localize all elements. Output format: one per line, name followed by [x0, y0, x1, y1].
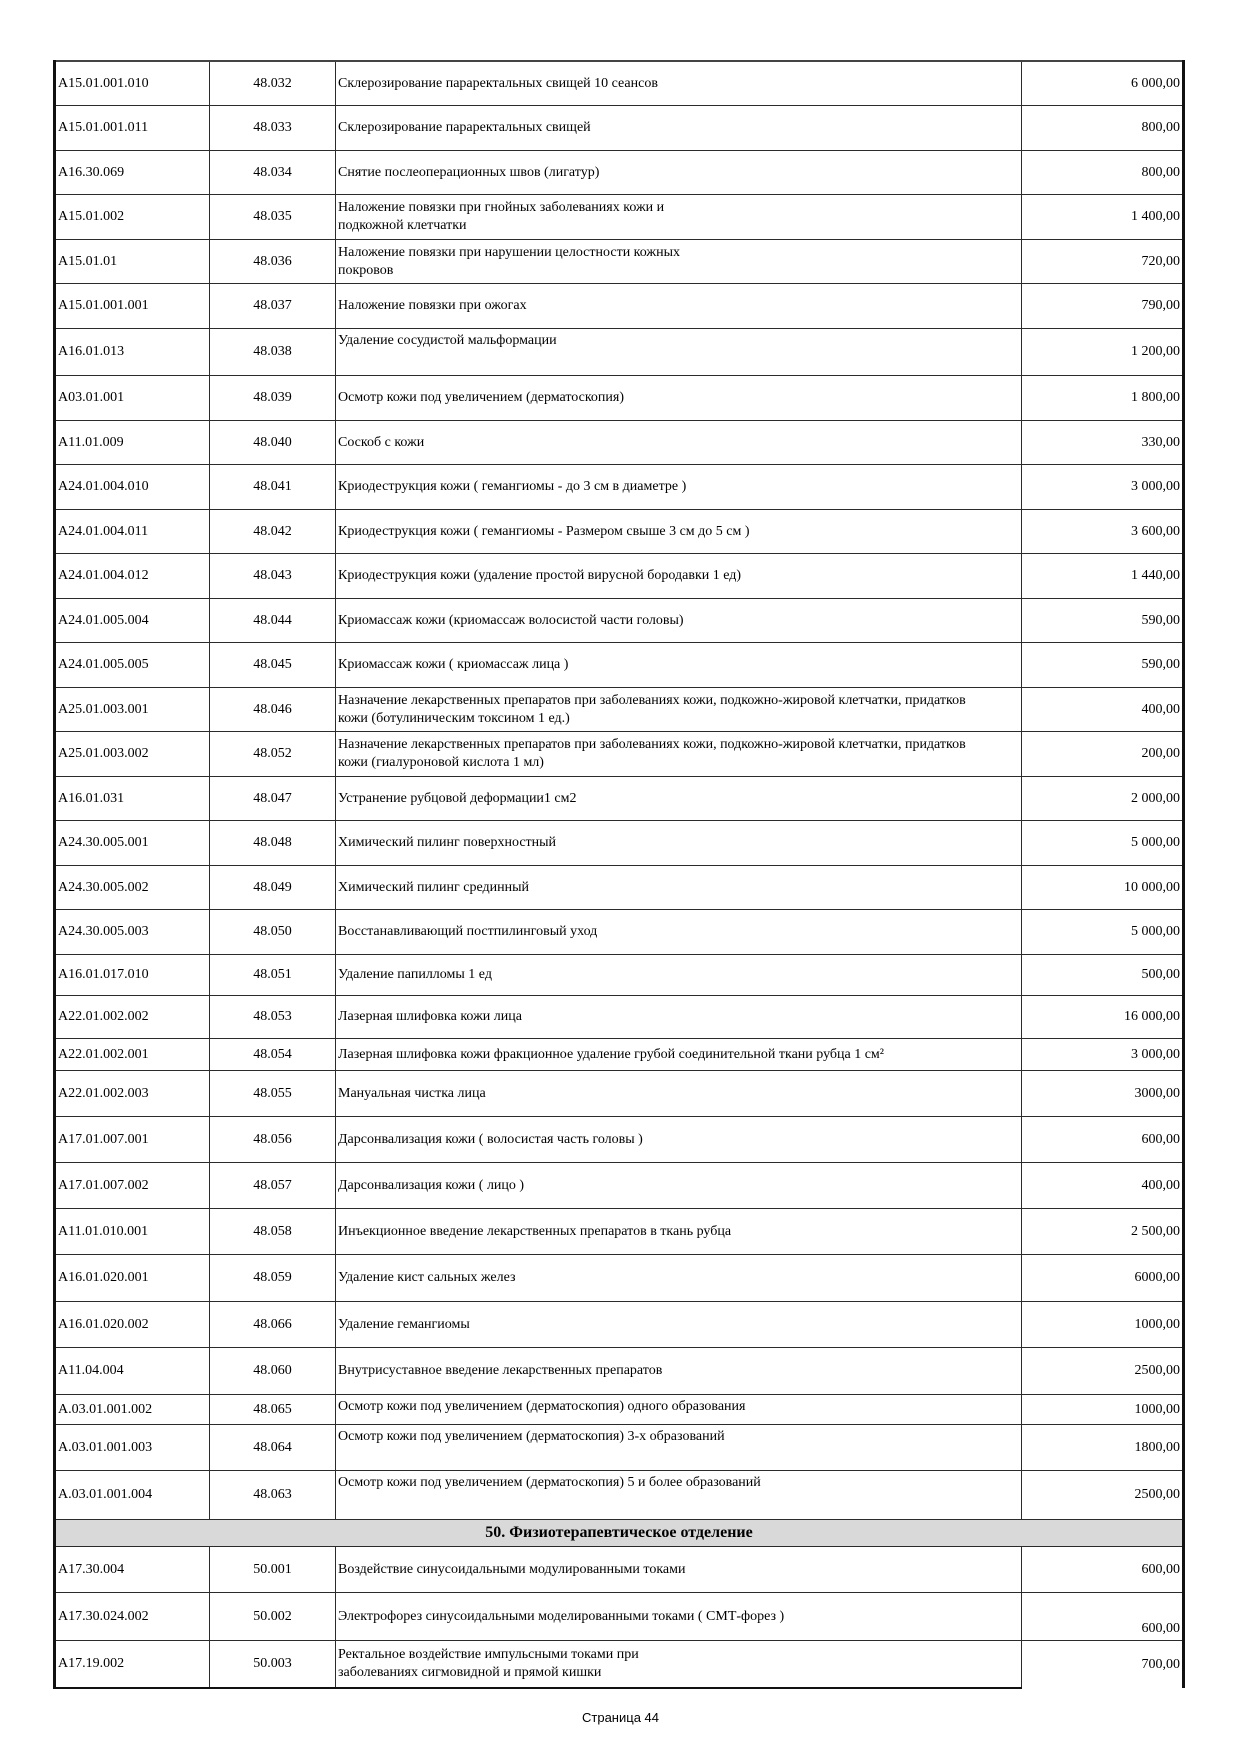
service-code-cell: A17.19.002	[55, 1641, 210, 1689]
table-row	[55, 821, 1184, 866]
service-description-cell: Удаление кист сальных желез	[336, 1255, 1022, 1302]
table-row	[55, 1117, 1184, 1163]
item-number-cell: 48.037	[210, 284, 336, 329]
item-number-cell: 48.066	[210, 1302, 336, 1348]
price-cell: 600,00	[1022, 1593, 1184, 1641]
item-number-cell: 50.003	[210, 1641, 336, 1689]
service-description-cell: Лазерная шлифовка кожи лица	[336, 996, 1022, 1039]
price-cell: 600,00	[1022, 1117, 1184, 1163]
service-code-cell: A11.04.004	[55, 1348, 210, 1395]
service-code-cell: A24.30.005.003	[55, 910, 210, 955]
item-number-cell: 50.002	[210, 1593, 336, 1641]
table-row	[55, 866, 1184, 910]
table-row	[55, 510, 1184, 554]
service-description-cell: Удаление папилломы 1 ед	[336, 955, 1022, 996]
service-code-cell: A25.01.003.002	[55, 732, 210, 777]
service-description-cell: Назначение лекарственных препаратов при заболеваниях кожи, подкожно-жировой клетчатки, придатков кожи (гиалуроновой кислота 1 мл)	[336, 732, 1022, 777]
price-cell: 6000,00	[1022, 1255, 1184, 1302]
table-row	[55, 1547, 1184, 1593]
price-cell: 5 000,00	[1022, 821, 1184, 866]
price-cell: 330,00	[1022, 421, 1184, 465]
item-number-cell: 48.056	[210, 1117, 336, 1163]
service-code-cell: A16.30.069	[55, 151, 210, 195]
table-row	[55, 465, 1184, 510]
service-code-cell: A24.01.004.012	[55, 554, 210, 599]
service-code-cell: A25.01.003.001	[55, 688, 210, 732]
service-code-cell: A17.30.024.002	[55, 1593, 210, 1641]
item-number-cell: 48.065	[210, 1395, 336, 1425]
service-description-cell: Криодеструкция кожи (удаление простой вирусной бородавки 1 ед)	[336, 554, 1022, 599]
service-description-cell: Ректальное воздействие импульсными токами при заболеваниях сигмовидной и прямой кишки	[336, 1641, 1022, 1689]
price-list-body	[55, 61, 1184, 1688]
item-number-cell: 48.053	[210, 996, 336, 1039]
table-row	[55, 643, 1184, 688]
item-number-cell: 48.039	[210, 376, 336, 421]
service-description-cell: Криодеструкция кожи ( гемангиомы - Размером свыше 3 см до 5 см )	[336, 510, 1022, 554]
item-number-cell: 48.045	[210, 643, 336, 688]
service-code-cell: A17.01.007.002	[55, 1163, 210, 1209]
price-cell: 1800,00	[1022, 1425, 1184, 1471]
item-number-cell: 50.001	[210, 1547, 336, 1593]
table-row	[55, 1209, 1184, 1255]
service-description-cell: Осмотр кожи под увеличением (дерматоскопия)	[336, 376, 1022, 421]
service-code-cell: A15.01.002	[55, 195, 210, 240]
item-number-cell: 48.060	[210, 1348, 336, 1395]
price-cell: 1 440,00	[1022, 554, 1184, 599]
price-cell: 590,00	[1022, 599, 1184, 643]
service-code-cell: A24.30.005.002	[55, 866, 210, 910]
service-code-cell: A16.01.013	[55, 329, 210, 376]
price-list-table	[53, 60, 1185, 1689]
service-code-cell: A15.01.001.001	[55, 284, 210, 329]
section-title: 50. Физиотерапевтическое отделение	[55, 1520, 1184, 1547]
service-code-cell: A.03.01.001.004	[55, 1471, 210, 1520]
service-description-cell: Химический пилинг срединный	[336, 866, 1022, 910]
price-cell: 2500,00	[1022, 1471, 1184, 1520]
service-description-cell: Внутрисуставное введение лекарственных препаратов	[336, 1348, 1022, 1395]
table-row	[55, 376, 1184, 421]
service-description-cell: Удаление сосудистой мальформации	[336, 329, 1022, 376]
price-cell: 400,00	[1022, 1163, 1184, 1209]
table-row	[55, 61, 1184, 106]
price-cell: 200,00	[1022, 732, 1184, 777]
price-cell: 400,00	[1022, 688, 1184, 732]
item-number-cell: 48.036	[210, 240, 336, 284]
service-description-cell: Криомассаж кожи (криомассаж волосистой части головы)	[336, 599, 1022, 643]
table-row	[55, 688, 1184, 732]
item-number-cell: 48.050	[210, 910, 336, 955]
item-number-cell: 48.032	[210, 61, 336, 106]
table-row	[55, 1302, 1184, 1348]
service-description-cell: Дарсонвализация кожи ( волосистая часть головы )	[336, 1117, 1022, 1163]
table-row	[55, 554, 1184, 599]
item-number-cell: 48.042	[210, 510, 336, 554]
table-row	[55, 329, 1184, 376]
service-description-cell: Соскоб с кожи	[336, 421, 1022, 465]
price-cell: 3 000,00	[1022, 1039, 1184, 1071]
service-code-cell: A17.30.004	[55, 1547, 210, 1593]
price-cell: 16 000,00	[1022, 996, 1184, 1039]
item-number-cell: 48.048	[210, 821, 336, 866]
price-cell: 600,00	[1022, 1547, 1184, 1593]
item-number-cell: 48.064	[210, 1425, 336, 1471]
price-cell: 1000,00	[1022, 1395, 1184, 1425]
price-cell: 800,00	[1022, 106, 1184, 151]
table-row	[55, 1425, 1184, 1471]
service-description-cell: Осмотр кожи под увеличением (дерматоскопия) 5 и более образований	[336, 1471, 1022, 1520]
service-description-cell: Назначение лекарственных препаратов при заболеваниях кожи, подкожно-жировой клетчатки, придатков кожи (ботулиническим токсином 1 ед.)	[336, 688, 1022, 732]
price-cell: 2 500,00	[1022, 1209, 1184, 1255]
table-row	[55, 910, 1184, 955]
price-cell: 10 000,00	[1022, 866, 1184, 910]
service-code-cell: A11.01.010.001	[55, 1209, 210, 1255]
service-description-cell: Осмотр кожи под увеличением (дерматоскопия) 3-х образований	[336, 1425, 1022, 1471]
service-description-cell: Дарсонвализация кожи ( лицо )	[336, 1163, 1022, 1209]
price-cell: 6 000,00	[1022, 61, 1184, 106]
service-description-cell: Электрофорез синусоидальными моделированными токами ( СМТ-форез )	[336, 1593, 1022, 1641]
item-number-cell: 48.055	[210, 1071, 336, 1117]
service-code-cell: A22.01.002.001	[55, 1039, 210, 1071]
price-cell: 700,00	[1022, 1641, 1184, 1689]
item-number-cell: 48.040	[210, 421, 336, 465]
service-description-cell: Криодеструкция кожи ( гемангиомы - до 3 см в диаметре )	[336, 465, 1022, 510]
table-row	[55, 599, 1184, 643]
service-code-cell: A16.01.020.001	[55, 1255, 210, 1302]
price-cell: 2 000,00	[1022, 777, 1184, 821]
service-description-cell: Наложение повязки при ожогах	[336, 284, 1022, 329]
service-description-cell: Склерозирование параректальных свищей 10 сеансов	[336, 61, 1022, 106]
table-row	[55, 1071, 1184, 1117]
service-code-cell: A24.30.005.001	[55, 821, 210, 866]
item-number-cell: 48.035	[210, 195, 336, 240]
service-code-cell: A24.01.005.004	[55, 599, 210, 643]
item-number-cell: 48.041	[210, 465, 336, 510]
service-description-cell: Инъекционное введение лекарственных препаратов в ткань рубца	[336, 1209, 1022, 1255]
table-row	[55, 421, 1184, 465]
service-code-cell: A16.01.031	[55, 777, 210, 821]
price-cell: 1 400,00	[1022, 195, 1184, 240]
service-code-cell: A15.01.001.011	[55, 106, 210, 151]
price-cell: 1 200,00	[1022, 329, 1184, 376]
service-description-cell: Наложение повязки при нарушении целостности кожных покровов	[336, 240, 1022, 284]
service-code-cell: A15.01.001.010	[55, 61, 210, 106]
item-number-cell: 48.058	[210, 1209, 336, 1255]
section-header-row	[55, 1520, 1184, 1547]
service-code-cell: A22.01.002.003	[55, 1071, 210, 1117]
table-row	[55, 284, 1184, 329]
service-description-cell: Осмотр кожи под увеличением (дерматоскопия) одного образования	[336, 1395, 1022, 1425]
item-number-cell: 48.054	[210, 1039, 336, 1071]
service-description-cell: Мануальная чистка лица	[336, 1071, 1022, 1117]
table-row	[55, 106, 1184, 151]
item-number-cell: 48.047	[210, 777, 336, 821]
table-row	[55, 732, 1184, 777]
item-number-cell: 48.059	[210, 1255, 336, 1302]
service-description-cell: Химический пилинг поверхностный	[336, 821, 1022, 866]
service-code-cell: A11.01.009	[55, 421, 210, 465]
table-row	[55, 1641, 1184, 1689]
item-number-cell: 48.034	[210, 151, 336, 195]
item-number-cell: 48.043	[210, 554, 336, 599]
service-code-cell: A03.01.001	[55, 376, 210, 421]
item-number-cell: 48.038	[210, 329, 336, 376]
service-code-cell: A.03.01.001.002	[55, 1395, 210, 1425]
table-row	[55, 1163, 1184, 1209]
service-description-cell: Лазерная шлифовка кожи фракционное удаление грубой соединительной ткани рубца 1 см²	[336, 1039, 1022, 1071]
table-row	[55, 955, 1184, 996]
table-row	[55, 777, 1184, 821]
item-number-cell: 48.044	[210, 599, 336, 643]
item-number-cell: 48.052	[210, 732, 336, 777]
service-code-cell: A24.01.005.005	[55, 643, 210, 688]
price-cell: 1000,00	[1022, 1302, 1184, 1348]
service-code-cell: A16.01.020.002	[55, 1302, 210, 1348]
service-code-cell: A16.01.017.010	[55, 955, 210, 996]
service-code-cell: A.03.01.001.003	[55, 1425, 210, 1471]
price-cell: 3000,00	[1022, 1071, 1184, 1117]
price-cell: 720,00	[1022, 240, 1184, 284]
price-cell: 590,00	[1022, 643, 1184, 688]
price-cell: 500,00	[1022, 955, 1184, 996]
service-description-cell: Криомассаж кожи ( криомассаж лица )	[336, 643, 1022, 688]
table-row	[55, 1593, 1184, 1641]
price-cell: 5 000,00	[1022, 910, 1184, 955]
table-row	[55, 996, 1184, 1039]
price-cell: 2500,00	[1022, 1348, 1184, 1395]
table-row	[55, 1039, 1184, 1071]
table-row	[55, 1395, 1184, 1425]
service-code-cell: A17.01.007.001	[55, 1117, 210, 1163]
service-code-cell: A24.01.004.010	[55, 465, 210, 510]
item-number-cell: 48.046	[210, 688, 336, 732]
price-cell: 3 000,00	[1022, 465, 1184, 510]
table-row	[55, 1471, 1184, 1520]
service-code-cell: A24.01.004.011	[55, 510, 210, 554]
item-number-cell: 48.049	[210, 866, 336, 910]
price-cell: 3 600,00	[1022, 510, 1184, 554]
service-description-cell: Воздействие синусоидальными модулированными токами	[336, 1547, 1022, 1593]
page-number: Страница 44	[582, 1710, 659, 1725]
table-row	[55, 240, 1184, 284]
service-code-cell: A15.01.01	[55, 240, 210, 284]
table-row	[55, 195, 1184, 240]
price-cell: 800,00	[1022, 151, 1184, 195]
price-cell: 790,00	[1022, 284, 1184, 329]
service-description-cell: Удаление гемангиомы	[336, 1302, 1022, 1348]
item-number-cell: 48.051	[210, 955, 336, 996]
item-number-cell: 48.033	[210, 106, 336, 151]
service-description-cell: Устранение рубцовой деформации1 см2	[336, 777, 1022, 821]
service-description-cell: Склерозирование параректальных свищей	[336, 106, 1022, 151]
item-number-cell: 48.063	[210, 1471, 336, 1520]
service-description-cell: Наложение повязки при гнойных заболеваниях кожи и подкожной клетчатки	[336, 195, 1022, 240]
table-row	[55, 1348, 1184, 1395]
service-description-cell: Восстанавливающий постпилинговый уход	[336, 910, 1022, 955]
service-description-cell: Снятие послеоперационных швов (лигатур)	[336, 151, 1022, 195]
price-cell: 1 800,00	[1022, 376, 1184, 421]
item-number-cell: 48.057	[210, 1163, 336, 1209]
table-row	[55, 1255, 1184, 1302]
table-row	[55, 151, 1184, 195]
service-code-cell: A22.01.002.002	[55, 996, 210, 1039]
